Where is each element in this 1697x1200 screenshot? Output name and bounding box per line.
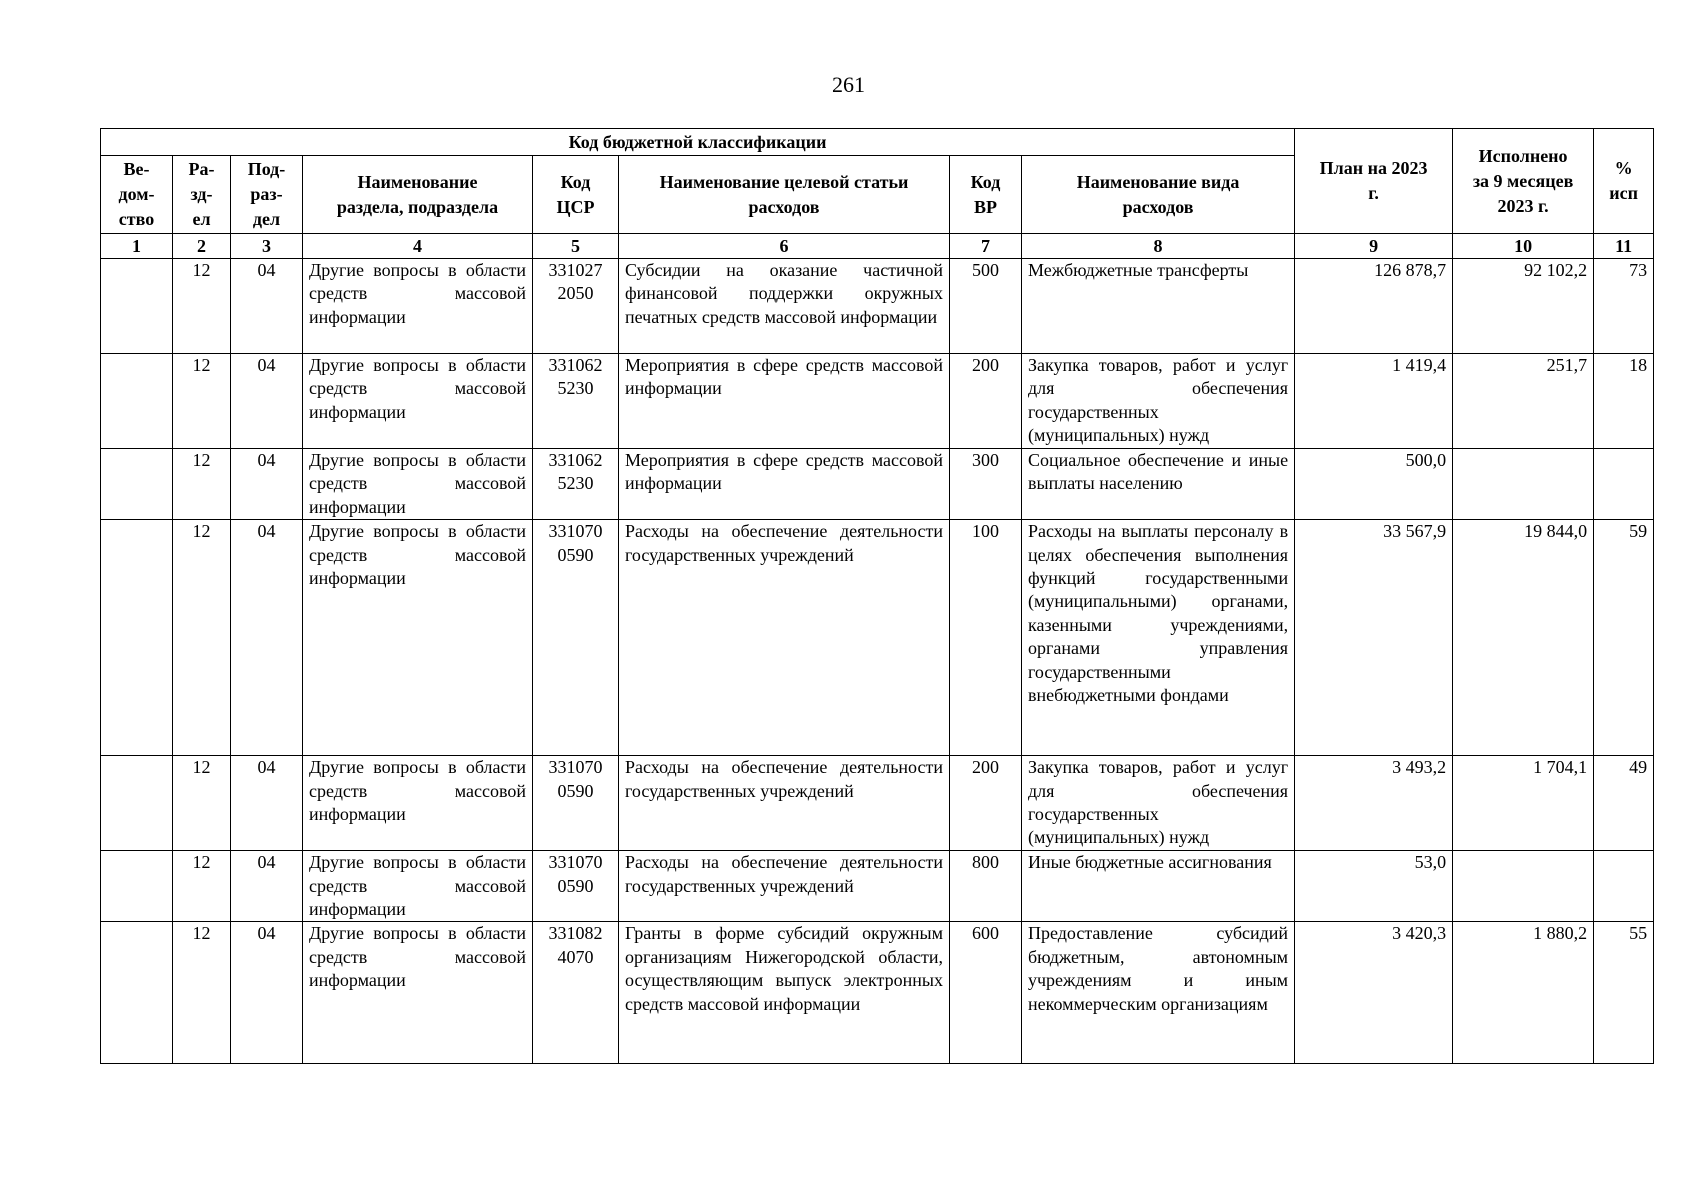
- cell-name-razdel: Другие вопросы в области средств массовой информации: [303, 922, 533, 1064]
- cell-razdel: 12: [173, 922, 231, 1064]
- column-number: 7: [950, 234, 1022, 259]
- cell-kod-csr: [533, 756, 619, 851]
- cell-vedomstvo: [101, 851, 173, 922]
- kod-csr-part2: 5230: [557, 378, 594, 399]
- cell-kod-vr: 500: [950, 259, 1022, 354]
- cell-razdel: 12: [173, 449, 231, 520]
- cell-kod-vr: 300: [950, 449, 1022, 520]
- cell-name-vr: Социальное обеспечение и иные выплаты населению: [1022, 449, 1295, 520]
- cell-kod-csr: [533, 259, 619, 354]
- kod-csr-part2: 5230: [557, 473, 594, 494]
- cell-kod-csr: [533, 449, 619, 520]
- cell-plan: 126 878,7: [1295, 259, 1453, 354]
- cell-executed: [1453, 851, 1594, 922]
- cell-executed: 92 102,2: [1453, 259, 1594, 354]
- cell-pct: 55: [1594, 922, 1654, 1064]
- cell-name-target: Расходы на обеспечение деятельности государственных учреждений: [619, 851, 950, 922]
- cell-name-razdel: Другие вопросы в области средств массовой информации: [303, 851, 533, 922]
- table-row: [101, 259, 1654, 354]
- cell-name-razdel: Другие вопросы в области средств массовой информации: [303, 520, 533, 756]
- kod-csr-part1: 331082: [548, 923, 603, 944]
- table-row: [101, 449, 1654, 520]
- cell-vedomstvo: [101, 756, 173, 851]
- cell-plan: 500,0: [1295, 449, 1453, 520]
- column-number: 3: [231, 234, 303, 259]
- table-row: [101, 756, 1654, 851]
- column-number: 1: [101, 234, 173, 259]
- cell-plan: 3 420,3: [1295, 922, 1453, 1064]
- cell-name-target: Мероприятия в сфере средств массовой информации: [619, 449, 950, 520]
- header-razdel: Ра- зд- ел: [173, 156, 231, 234]
- cell-pct: 59: [1594, 520, 1654, 756]
- cell-executed: 1 880,2: [1453, 922, 1594, 1064]
- header-name-target: Наименование целевой статьи расходов: [619, 156, 950, 234]
- cell-kod-vr: 600: [950, 922, 1022, 1064]
- header-kod-vr: Код ВР: [950, 156, 1022, 234]
- cell-name-target: Расходы на обеспечение деятельности государственных учреждений: [619, 520, 950, 756]
- header-budget-classification: Код бюджетной классификации: [101, 129, 1295, 156]
- cell-name-target: Гранты в форме субсидий окружным организациям Нижегородской области, осуществляющим выпуск электронных средств массовой информации: [619, 922, 950, 1064]
- column-number: 8: [1022, 234, 1295, 259]
- cell-pct: 49: [1594, 756, 1654, 851]
- cell-podrazdel: 04: [231, 449, 303, 520]
- cell-name-vr: Закупка товаров, работ и услуг для обеспечения государственных (муниципальных) нужд: [1022, 354, 1295, 449]
- cell-name-target: Мероприятия в сфере средств массовой информации: [619, 354, 950, 449]
- column-number: 4: [303, 234, 533, 259]
- cell-plan: 53,0: [1295, 851, 1453, 922]
- cell-vedomstvo: [101, 449, 173, 520]
- cell-name-razdel: Другие вопросы в области средств массовой информации: [303, 449, 533, 520]
- table-row: [101, 520, 1654, 756]
- table-row: [101, 354, 1654, 449]
- kod-csr-part1: 331062: [548, 450, 603, 470]
- cell-kod-vr: 100: [950, 520, 1022, 756]
- cell-plan: 1 419,4: [1295, 354, 1453, 449]
- header-plan: План на 2023 г.: [1295, 129, 1453, 234]
- cell-razdel: 12: [173, 354, 231, 449]
- cell-vedomstvo: [101, 520, 173, 756]
- cell-name-target: Расходы на обеспечение деятельности государственных учреждений: [619, 756, 950, 851]
- cell-podrazdel: 04: [231, 259, 303, 354]
- cell-podrazdel: 04: [231, 520, 303, 756]
- cell-kod-csr: [533, 922, 619, 1064]
- cell-kod-vr: 200: [950, 756, 1022, 851]
- cell-razdel: 12: [173, 756, 231, 851]
- cell-name-vr: Предоставление субсидий бюджетным, автономным учреждениям и иным некоммерческим организациям: [1022, 922, 1295, 1064]
- cell-plan: 3 493,2: [1295, 756, 1453, 851]
- header-vedomstvo: Ве- дом- ство: [101, 156, 173, 234]
- cell-vedomstvo: [101, 922, 173, 1064]
- cell-razdel: 12: [173, 520, 231, 756]
- cell-name-razdel: Другие вопросы в области средств массовой информации: [303, 756, 533, 851]
- column-number: 6: [619, 234, 950, 259]
- cell-name-razdel: Другие вопросы в области средств массовой информации: [303, 259, 533, 354]
- kod-csr-part1: 331027: [548, 260, 603, 280]
- cell-plan: 33 567,9: [1295, 520, 1453, 756]
- cell-kod-csr: [533, 354, 619, 449]
- cell-executed: [1453, 449, 1594, 520]
- cell-name-target: Субсидии на оказание частичной финансовой поддержки окружных печатных средств массовой информации: [619, 259, 950, 354]
- column-number: 10: [1453, 234, 1594, 259]
- header-podrazdel: Под- раз- дел: [231, 156, 303, 234]
- kod-csr-part2: 4070: [557, 946, 594, 967]
- kod-csr-part1: 331062: [548, 355, 603, 375]
- kod-csr-part2: 0590: [557, 544, 594, 565]
- cell-razdel: 12: [173, 259, 231, 354]
- cell-name-vr: Межбюджетные трансферты: [1022, 259, 1295, 354]
- header-pct: % исп: [1594, 129, 1654, 234]
- cell-name-vr: Расходы на выплаты персоналу в целях обеспечения выполнения функций государственными (муниципальными) органами, казенными учреждениями, органами управления государственными внебюджетными фондами: [1022, 520, 1295, 756]
- cell-kod-csr: [533, 520, 619, 756]
- cell-executed: 251,7: [1453, 354, 1594, 449]
- table-header: [101, 129, 1654, 259]
- column-number: 9: [1295, 234, 1453, 259]
- cell-vedomstvo: [101, 354, 173, 449]
- header-name-razdel: Наименование раздела, подраздела: [303, 156, 533, 234]
- cell-kod-vr: 800: [950, 851, 1022, 922]
- table-row: [101, 922, 1654, 1064]
- cell-name-vr: Иные бюджетные ассигнования: [1022, 851, 1295, 922]
- column-number: 2: [173, 234, 231, 259]
- kod-csr-part2: 2050: [557, 283, 594, 304]
- kod-csr-part1: 331070: [548, 852, 603, 873]
- header-name-vr: Наименование вида расходов: [1022, 156, 1295, 234]
- cell-kod-vr: 200: [950, 354, 1022, 449]
- table-row: [101, 851, 1654, 922]
- kod-csr-part2: 0590: [557, 875, 594, 896]
- table-body: [101, 259, 1654, 1064]
- cell-pct: 73: [1594, 259, 1654, 354]
- cell-podrazdel: 04: [231, 922, 303, 1064]
- cell-pct: [1594, 851, 1654, 922]
- cell-executed: 19 844,0: [1453, 520, 1594, 756]
- cell-kod-csr: [533, 851, 619, 922]
- column-number: 11: [1594, 234, 1654, 259]
- cell-razdel: 12: [173, 851, 231, 922]
- cell-name-vr: Закупка товаров, работ и услуг для обеспечения государственных (муниципальных) нужд: [1022, 756, 1295, 851]
- header-executed: Исполнено за 9 месяцев 2023 г.: [1453, 129, 1594, 234]
- column-number: 5: [533, 234, 619, 259]
- cell-name-razdel: Другие вопросы в области средств массовой информации: [303, 354, 533, 449]
- column-numbers-row: [101, 234, 1654, 259]
- page-number: 261: [832, 72, 865, 97]
- kod-csr-part2: 0590: [557, 780, 594, 801]
- cell-executed: 1 704,1: [1453, 756, 1594, 851]
- kod-csr-part1: 331070: [548, 757, 603, 778]
- cell-pct: [1594, 449, 1654, 520]
- cell-pct: 18: [1594, 354, 1654, 449]
- cell-podrazdel: 04: [231, 354, 303, 449]
- cell-podrazdel: 04: [231, 851, 303, 922]
- cell-podrazdel: 04: [231, 756, 303, 851]
- cell-vedomstvo: [101, 259, 173, 354]
- header-kod-csr: Код ЦСР: [533, 156, 619, 234]
- budget-table: [100, 128, 1654, 1064]
- kod-csr-part1: 331070: [548, 521, 603, 542]
